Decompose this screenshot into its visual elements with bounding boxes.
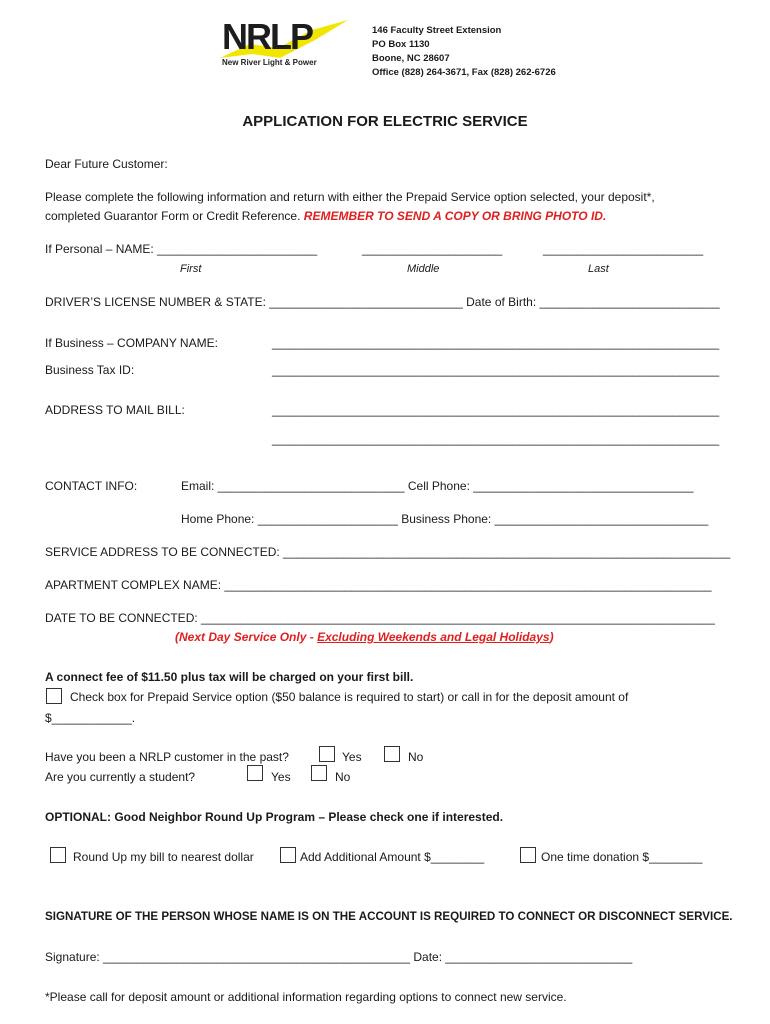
address-line-pobox: PO Box 1130: [372, 39, 430, 50]
student-label: Are you currently a student?: [45, 770, 196, 784]
license-dob-field[interactable]: DRIVER’S LICENSE NUMBER & STATE: _____________________________ Date of Birth: ___________________________: [45, 295, 720, 309]
logo-tagline: New River Light & Power: [222, 58, 317, 67]
contact-info-label: CONTACT INFO:: [45, 479, 138, 493]
last-caption: Last: [588, 263, 609, 275]
additional-amount-checkbox[interactable]: [280, 847, 296, 863]
middle-caption: Middle: [407, 263, 440, 275]
page-title: APPLICATION FOR ELECTRIC SERVICE: [242, 113, 528, 130]
additional-amount-field[interactable]: Add Additional Amount $________: [300, 850, 485, 864]
address-line-city: Boone, NC 28607: [372, 53, 450, 64]
email-cell-field[interactable]: Email: ____________________________ Cell Phone: _________________________________: [181, 479, 694, 493]
student-no-checkbox[interactable]: [311, 765, 327, 781]
signature-date-field[interactable]: Signature: ______________________________________________ Date: ____________________________: [45, 950, 633, 964]
service-address-field[interactable]: SERVICE ADDRESS TO BE CONNECTED: ___________________________________________________________________: [45, 545, 731, 559]
student-no-label: No: [335, 770, 351, 784]
mail-address-field-2[interactable]: ___________________________________________________________________: [272, 432, 720, 446]
company-name-label: If Business – COMPANY NAME:: [45, 336, 218, 350]
intro-line-1: Please complete the following information and return with either the Prepaid Service option selected, your deposit*,: [45, 190, 655, 204]
middle-name-field[interactable]: _____________________: [362, 242, 503, 256]
photo-id-reminder: REMEMBER TO SEND A COPY OR BRING PHOTO ID.: [303, 209, 607, 223]
deposit-footnote: *Please call for deposit amount or additional information regarding options to connect new service.: [45, 990, 567, 1004]
signature-requirement-notice: SIGNATURE OF THE PERSON WHOSE NAME IS ON THE ACCOUNT IS REQUIRED TO CONNECT OR DISCONNECT SERVICE.: [45, 910, 733, 923]
intro-text: completed Guarantor Form or Credit Reference.: [45, 209, 301, 223]
prepaid-checkbox[interactable]: [46, 688, 62, 704]
business-tax-field[interactable]: ___________________________________________________________________: [272, 363, 720, 377]
intro-line-2: [45, 209, 606, 223]
mail-address-field-1[interactable]: ___________________________________________________________________: [272, 403, 720, 417]
logo-wordmark: NRLP: [222, 16, 312, 57]
next-day-prefix: (Next Day Service Only -: [175, 630, 318, 644]
deposit-amount-field[interactable]: $____________.: [45, 711, 136, 725]
business-tax-label: Business Tax ID:: [45, 363, 135, 377]
next-day-exclusions: Excluding Weekends and Legal Holidays: [317, 630, 550, 644]
round-up-checkbox[interactable]: [50, 847, 66, 863]
one-time-donation-checkbox[interactable]: [520, 847, 536, 863]
first-caption: First: [180, 263, 202, 275]
student-yes-checkbox[interactable]: [247, 765, 263, 781]
greeting: Dear Future Customer:: [45, 157, 168, 171]
apartment-complex-field[interactable]: APARTMENT COMPLEX NAME: _________________________________________________________________________: [45, 578, 712, 592]
past-customer-no-label: No: [408, 750, 424, 764]
prepaid-label: Check box for Prepaid Service option ($50 balance is required to start) or call in for the deposit amount of: [70, 690, 629, 704]
address-line-street: 146 Faculty Street Extension: [372, 25, 502, 36]
round-up-heading: OPTIONAL: Good Neighbor Round Up Program – Please check one if interested.: [45, 810, 504, 824]
home-business-phone-field[interactable]: Home Phone: _____________________ Business Phone: ________________________________: [181, 512, 709, 526]
student-yes-label: Yes: [271, 770, 291, 784]
past-customer-label: Have you been a NRLP customer in the past?: [45, 750, 289, 764]
nrlp-logo: [220, 18, 348, 72]
personal-name-field[interactable]: If Personal – NAME: ________________________: [45, 242, 318, 256]
connect-fee-notice: A connect fee of $11.50 plus tax will be charged on your first bill.: [45, 670, 414, 684]
last-name-field[interactable]: ________________________: [543, 242, 704, 256]
round-up-label: Round Up my bill to nearest dollar: [73, 850, 254, 864]
next-day-suffix: ): [549, 630, 554, 644]
mail-address-label: ADDRESS TO MAIL BILL:: [45, 403, 185, 417]
past-customer-yes-label: Yes: [342, 750, 362, 764]
past-customer-yes-checkbox[interactable]: [319, 746, 335, 762]
address-line-phone: Office (828) 264-3671, Fax (828) 262-6726: [372, 67, 556, 78]
past-customer-no-checkbox[interactable]: [384, 746, 400, 762]
company-name-field[interactable]: ___________________________________________________________________: [272, 336, 720, 350]
next-day-service-note: [175, 630, 554, 644]
date-to-connect-field[interactable]: DATE TO BE CONNECTED: _____________________________________________________________________________: [45, 611, 715, 625]
one-time-donation-field[interactable]: One time donation $________: [541, 850, 703, 864]
